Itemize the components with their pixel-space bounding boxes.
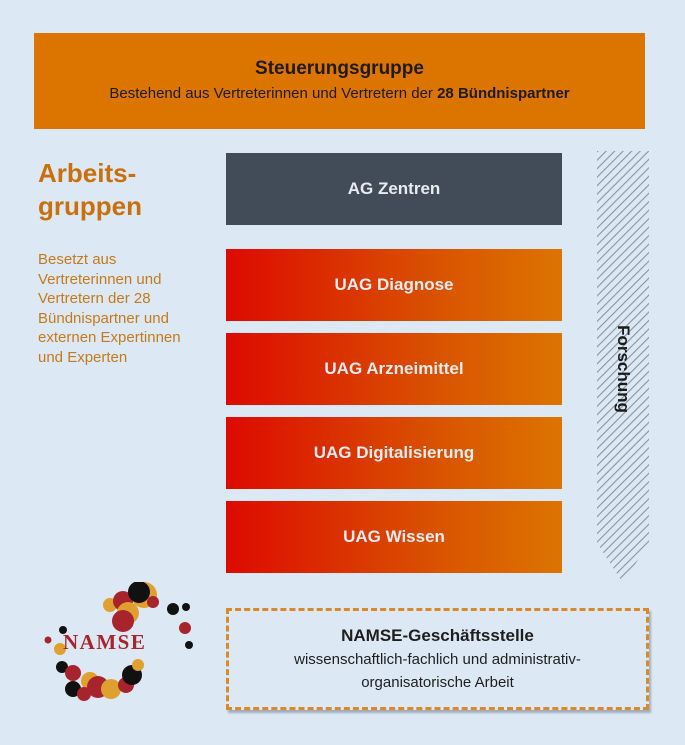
heading-line-2: gruppen xyxy=(38,191,142,221)
namse-logo xyxy=(40,582,210,710)
research-label: Forschung xyxy=(614,325,633,413)
group-label: UAG Diagnose xyxy=(334,275,454,294)
namse-office-box xyxy=(226,608,649,710)
group-label: UAG Wissen xyxy=(343,527,445,546)
working-groups-heading xyxy=(38,157,142,223)
group-label: UAG Arzneimittel xyxy=(324,359,464,378)
desc-line: Besetzt aus xyxy=(38,251,117,268)
research-arrow xyxy=(597,151,649,583)
steering-group-title: Steuerungsgruppe xyxy=(255,58,424,79)
office-desc-line-1: wissenschaftlich-fachlich und administrativ- xyxy=(294,651,581,668)
group-label: UAG Digitalisierung xyxy=(313,443,475,462)
steering-subtitle-bold: 28 Bündnispartner xyxy=(437,85,570,102)
heading-line-1: Arbeits- xyxy=(38,158,137,188)
steering-group-box xyxy=(34,33,645,129)
working-groups-description xyxy=(38,250,228,367)
group-box-uag-arzneimittel xyxy=(226,333,562,405)
namse-wordmark: NAMSE xyxy=(63,630,147,654)
steering-subtitle-text: Bestehend aus Vertreterinnen und Vertretern der xyxy=(109,85,438,102)
group-box-uag-diagnose xyxy=(226,249,562,321)
office-desc-line-2: organisatorische Arbeit xyxy=(361,674,514,691)
group-box-uag-digitalisierung xyxy=(226,417,562,489)
desc-line: Vertreterinnen und xyxy=(38,270,162,288)
office-title: NAMSE-Geschäftsstelle xyxy=(341,626,534,645)
steering-group-subtitle xyxy=(34,84,645,104)
group-box-ag-zentren xyxy=(226,153,562,225)
desc-line: externen Expertinnen xyxy=(38,329,181,346)
desc-line: Vertretern der 28 xyxy=(38,290,151,307)
desc-line: Bündnispartner und xyxy=(38,309,169,327)
group-label: AG Zentren xyxy=(347,179,441,198)
group-box-uag-wissen xyxy=(226,501,562,573)
desc-line: und Experten xyxy=(38,348,128,366)
